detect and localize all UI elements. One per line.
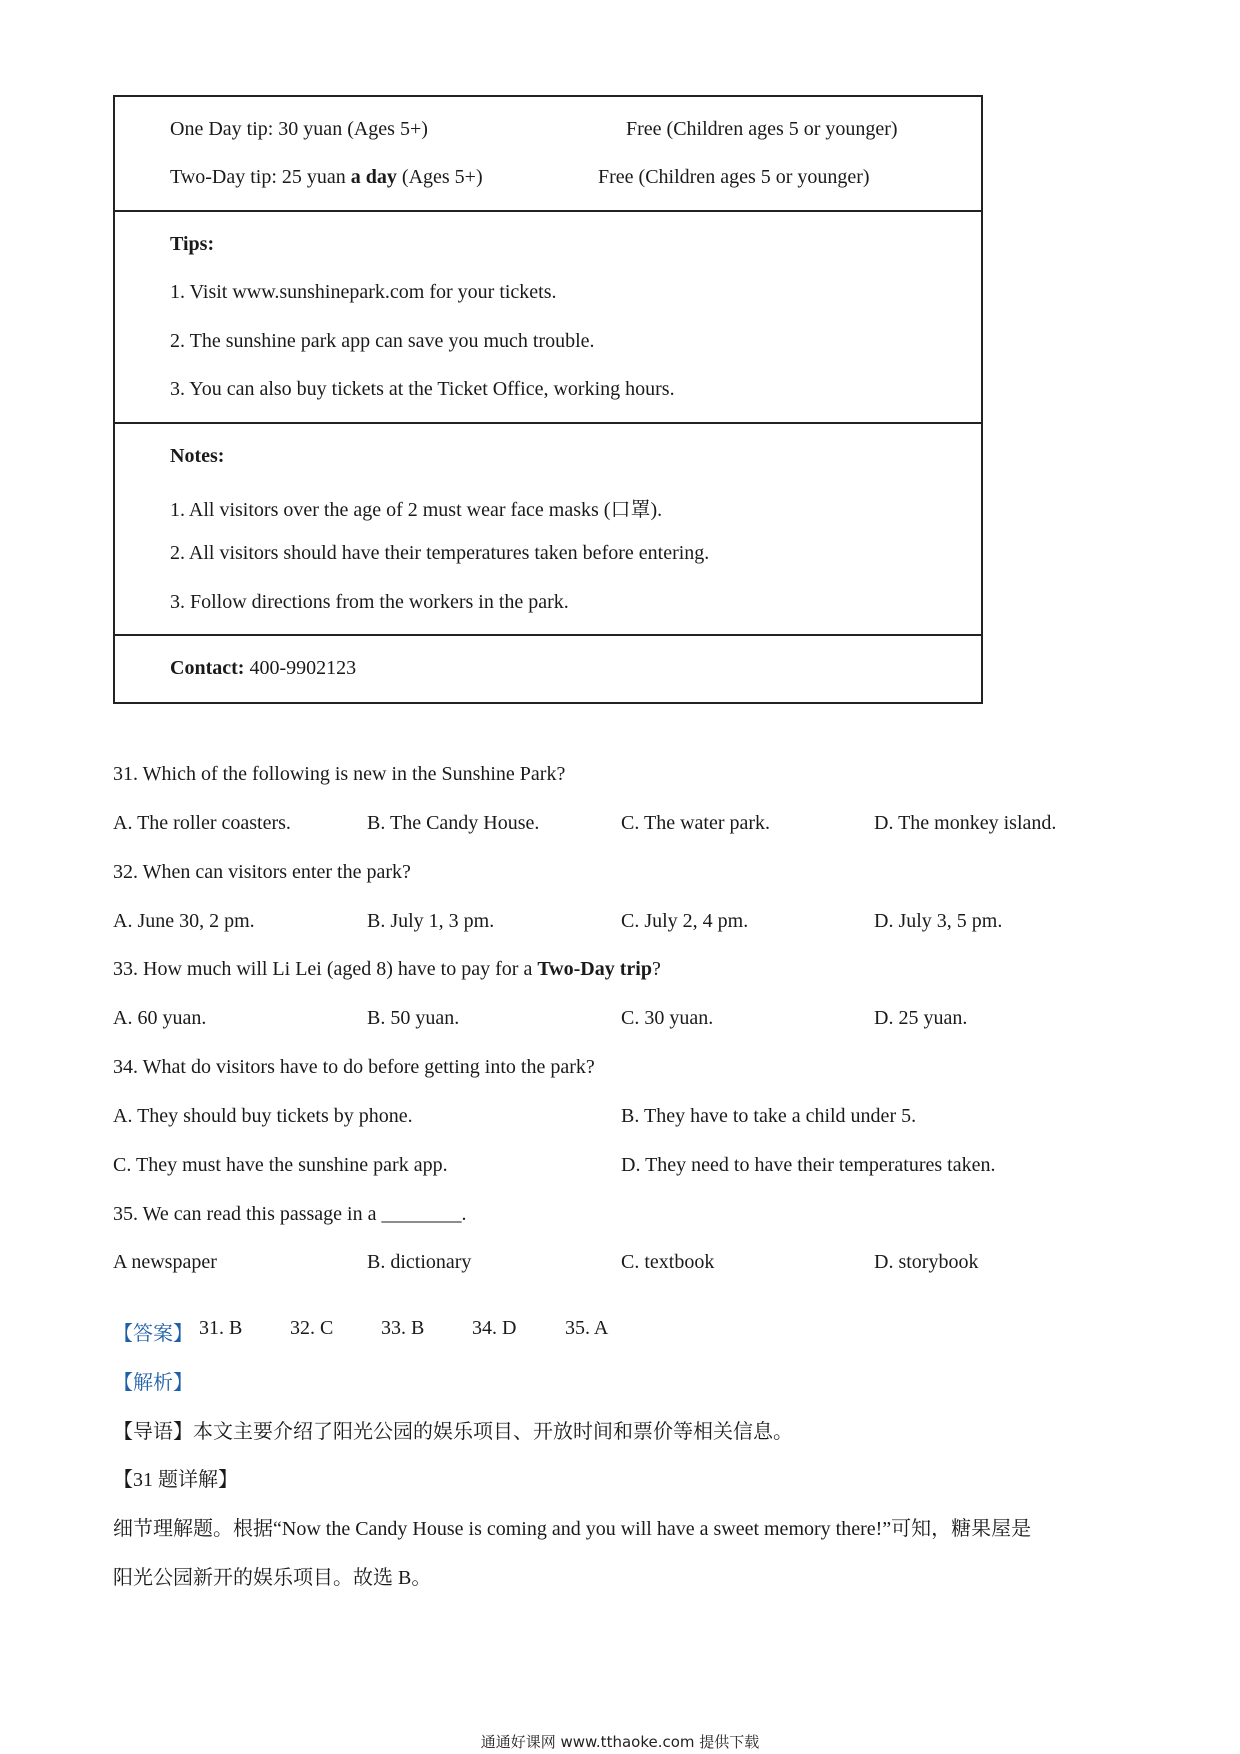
notes-item: 3. Follow directions from the workers in the park.: [170, 591, 569, 613]
option-34-b: B. They have to take a child under 5.: [621, 1105, 917, 1127]
tips-item: 2. The sunshine park app can save you much trouble.: [170, 330, 595, 352]
guide-text: 【导语】本文主要介绍了阳光公园的娱乐项目、开放时间和票价等相关信息。: [113, 1421, 793, 1443]
option-35-c: C. textbook: [621, 1251, 715, 1273]
analysis-label: 【解析】: [113, 1372, 193, 1394]
notes-item: 2. All visitors should have their temperatures taken before entering.: [170, 542, 710, 564]
price-two-day-bold: a day: [350, 166, 397, 188]
option-35-a: A newspaper: [113, 1251, 217, 1273]
price-one-day-free: Free (Children ages 5 or younger): [626, 118, 898, 140]
option-33-d: D. 25 yuan.: [874, 1007, 968, 1029]
notes-item: 1. All visitors over the age of 2 must wear face masks (口罩).: [170, 499, 663, 521]
detail-31-line2: 阳光公园新开的娱乐项目。故选 B。: [113, 1567, 432, 1589]
option-31-d: D. The monkey island.: [874, 812, 1057, 834]
option-33-a: A. 60 yuan.: [113, 1007, 207, 1029]
question-stem-33-part2: ?: [651, 958, 661, 980]
table-divider: [115, 422, 981, 424]
price-one-day: One Day tip: 30 yuan (Ages 5+): [170, 118, 428, 140]
option-35-b: B. dictionary: [367, 1251, 472, 1273]
question-stem-33: [113, 958, 661, 981]
option-35-d: D. storybook: [874, 1251, 979, 1273]
detail-31-line1: 细节理解题。根据“Now the Candy House is coming and you will have a sweet memory there!”可知，糖果屋是: [113, 1518, 1032, 1540]
answer-item: 33. B: [381, 1317, 425, 1339]
contact-line: [170, 657, 356, 680]
tips-item: 1. Visit www.sunshinepark.com for your tickets.: [170, 281, 557, 303]
question-stem-31: 31. Which of the following is new in the Sunshine Park?: [113, 763, 566, 785]
answer-label: 【答案】: [113, 1323, 193, 1345]
price-two-day-part2: (Ages 5+): [396, 166, 483, 188]
contact-label: Contact:: [170, 657, 245, 679]
answer-item: 31. B: [199, 1317, 243, 1339]
table-divider: [115, 634, 981, 636]
question-stem-34: 34. What do visitors have to do before getting into the park?: [113, 1056, 595, 1078]
option-31-c: C. The water park.: [621, 812, 771, 834]
option-32-c: C. July 2, 4 pm.: [621, 910, 749, 932]
question-stem-33-part1: 33. How much will Li Lei (aged 8) have to pay for a: [113, 958, 538, 980]
tips-heading: Tips:: [170, 233, 215, 255]
price-two-day-part1: Two-Day tip: 25 yuan: [170, 166, 351, 188]
contact-value: 400-9902123: [244, 657, 357, 679]
question-stem-35: 35. We can read this passage in a ________.: [113, 1203, 467, 1225]
price-two-day-free: Free (Children ages 5 or younger): [598, 166, 870, 188]
detail-31-label: 【31 题详解】: [113, 1469, 238, 1491]
option-32-d: D. July 3, 5 pm.: [874, 910, 1003, 932]
option-34-c: C. They must have the sunshine park app.: [113, 1154, 448, 1176]
option-32-b: B. July 1, 3 pm.: [367, 910, 495, 932]
option-31-a: A. The roller coasters.: [113, 812, 291, 834]
option-34-a: A. They should buy tickets by phone.: [113, 1105, 413, 1127]
option-32-a: A. June 30, 2 pm.: [113, 910, 255, 932]
answer-item: 35. A: [565, 1317, 609, 1339]
question-stem-32: 32. When can visitors enter the park?: [113, 861, 411, 883]
option-33-c: C. 30 yuan.: [621, 1007, 714, 1029]
option-31-b: B. The Candy House.: [367, 812, 540, 834]
answer-item: 34. D: [472, 1317, 517, 1339]
tips-item: 3. You can also buy tickets at the Ticket Office, working hours.: [170, 378, 675, 400]
notes-heading: Notes:: [170, 445, 225, 467]
page-footer: 通通好课网 www.tthaoke.com 提供下载: [480, 1733, 760, 1751]
option-33-b: B. 50 yuan.: [367, 1007, 460, 1029]
price-two-day: [170, 166, 483, 189]
answer-item: 32. C: [290, 1317, 334, 1339]
table-divider: [115, 210, 981, 212]
question-stem-33-bold: Two-Day trip: [537, 958, 652, 980]
option-34-d: D. They need to have their temperatures taken.: [621, 1154, 996, 1176]
